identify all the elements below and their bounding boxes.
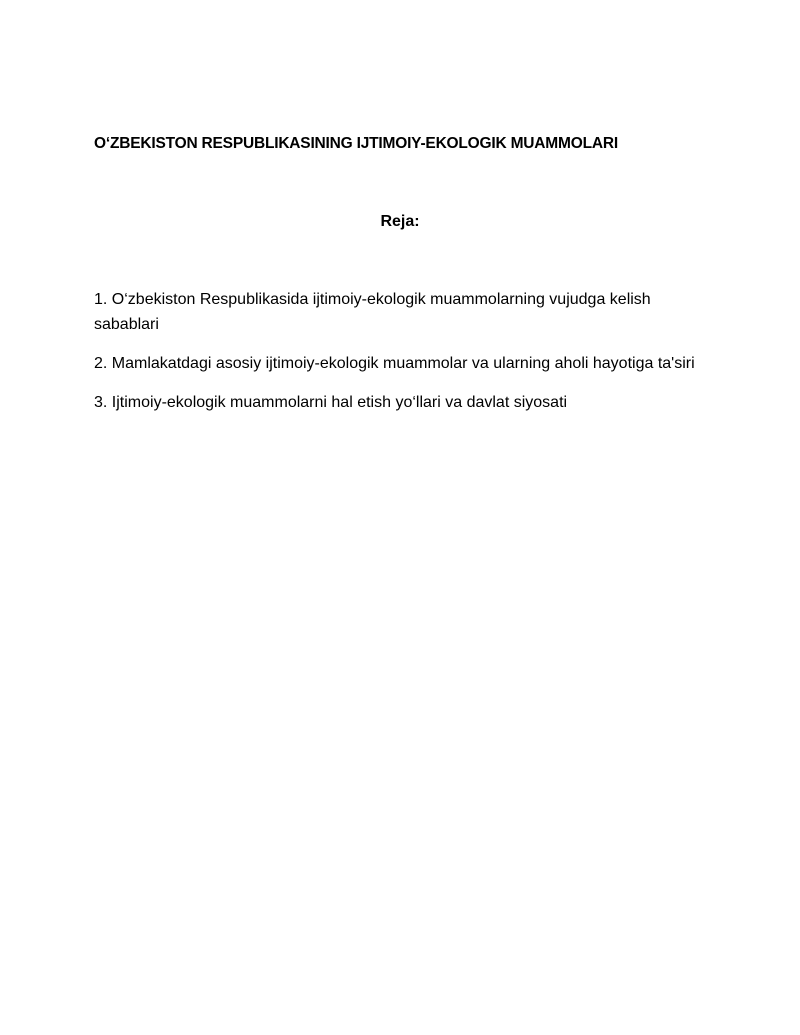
plan-item-2: 2. Mamlakatdagi asosiy ijtimoiy-ekologik muammolar va ularning aholi hayotiga ta'siri	[94, 355, 695, 372]
plan-item-1: 1. O‘zbekiston Respublikasida ijtimoiy-ekologik muammolarning vujudga kelish sabablari	[94, 291, 651, 333]
document-title: O‘ZBEKISTON RESPUBLIKASINING IJTIMOIY-EKOLOGIK MUAMMOLARI	[94, 135, 618, 152]
plan-item-3: 3. Ijtimoiy-ekologik muammolarni hal etish yo‘llari va davlat siyosati	[94, 394, 568, 411]
plan-list	[94, 287, 704, 429]
plan-heading: Reja:	[380, 213, 420, 230]
